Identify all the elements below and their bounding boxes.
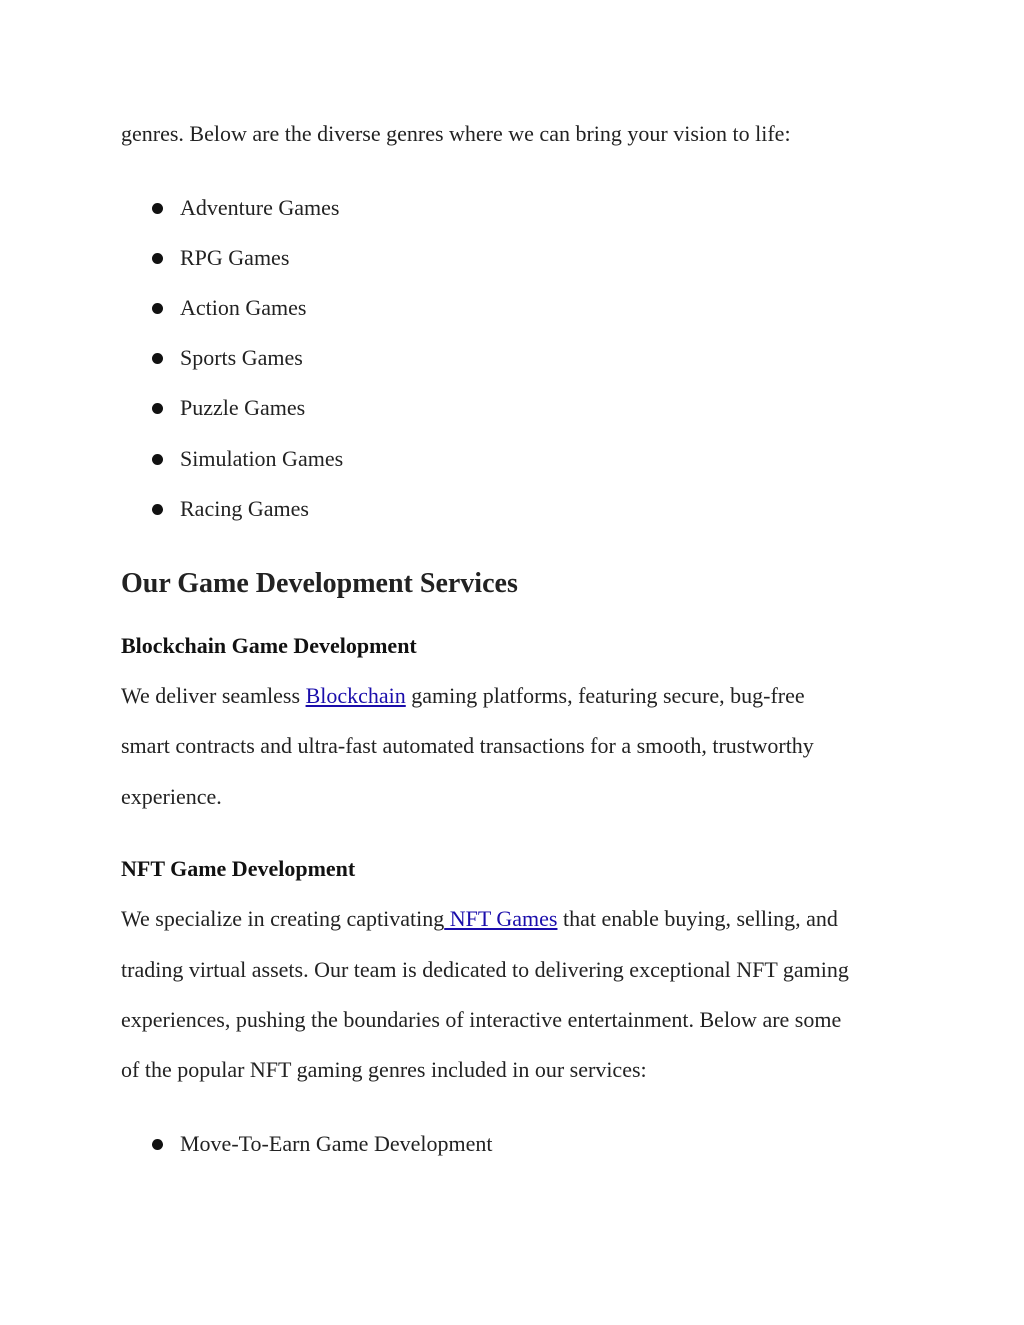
nft-paragraph-line-4: of the popular NFT gaming genres included in our services: <box>121 1057 647 1082</box>
nft-paragraph-line-3: experiences, pushing the boundaries of interactive entertainment. Below are some <box>121 1007 842 1032</box>
blockchain-text-after: gaming platforms, featuring secure, bug-free <box>405 683 805 708</box>
list-item-label: Action Games <box>180 295 307 320</box>
blockchain-link[interactable]: Blockchain <box>305 683 406 708</box>
list-item-label: Sports Games <box>180 345 303 370</box>
bullet-icon <box>152 353 163 364</box>
bullet-icon <box>152 203 163 214</box>
blockchain-paragraph-line-3: experience. <box>121 784 222 809</box>
nft-paragraph-line-2: trading virtual assets. Our team is dedicated to delivering exceptional NFT gaming <box>121 957 849 982</box>
blockchain-paragraph-line-1 <box>121 683 805 709</box>
intro-paragraph: genres. Below are the diverse genres where we can bring your vision to life: <box>121 121 791 146</box>
nft-games-link[interactable]: NFT Games <box>444 906 558 931</box>
list-item-label: Move-To-Earn Game Development <box>180 1131 493 1156</box>
bullet-icon <box>152 504 163 515</box>
bullet-icon <box>152 454 163 465</box>
subheading-nft: NFT Game Development <box>121 856 356 881</box>
bullet-icon <box>152 253 163 264</box>
bullet-icon <box>152 303 163 314</box>
nft-text-after: that enable buying, selling, and <box>557 906 838 931</box>
list-item-label: Simulation Games <box>180 446 344 471</box>
subheading-blockchain: Blockchain Game Development <box>121 633 417 658</box>
nft-paragraph-line-1 <box>121 906 838 932</box>
nft-text-before: We specialize in creating captivating <box>121 906 445 931</box>
list-item-label: Puzzle Games <box>180 395 306 420</box>
bullet-icon <box>152 403 163 414</box>
list-item-label: Racing Games <box>180 496 309 521</box>
blockchain-text-before: We deliver seamless <box>121 683 306 708</box>
blockchain-paragraph-line-2: smart contracts and ultra-fast automated transactions for a smooth, trustworthy <box>121 733 814 758</box>
list-item-label: Adventure Games <box>180 195 340 220</box>
section-heading-services: Our Game Development Services <box>121 568 518 599</box>
bullet-icon <box>152 1139 163 1150</box>
list-item-label: RPG Games <box>180 245 290 270</box>
